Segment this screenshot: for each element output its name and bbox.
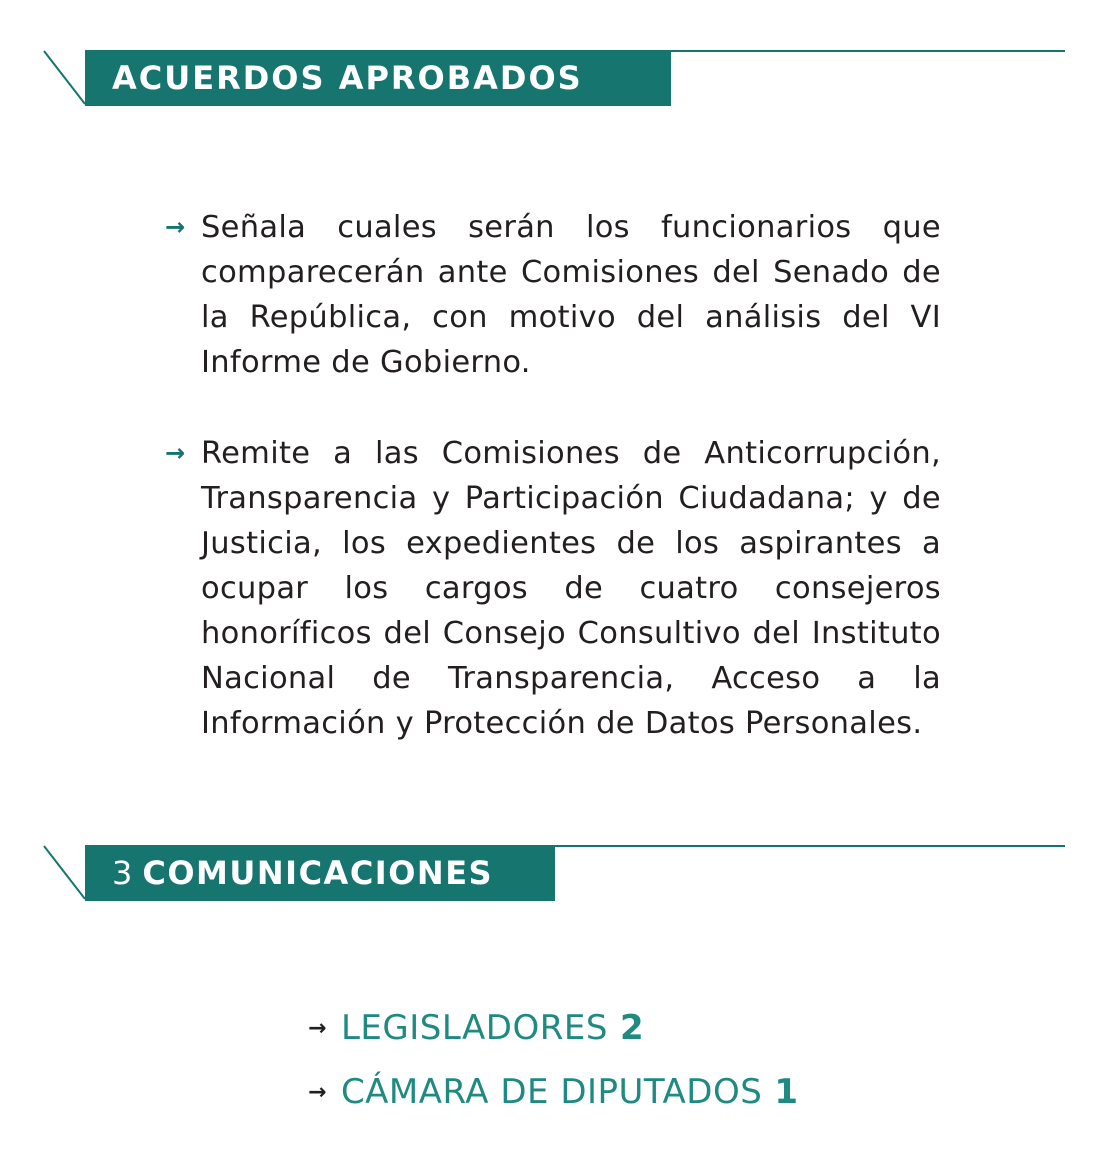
section-header-comunicaciones [0, 845, 1101, 905]
list-item-text: Remite a las Comisiones de Anticorrupción, Transparencia y Participación Ciudadana; y de Justicia, los expedientes de los aspirantes a ocupar los cargos de cuatro consejeros honoríficos del Consejo Consultivo del Instituto Nacional de Transparencia, Acceso a la Información y Protección de Datos Personales. [201, 436, 941, 741]
list-item-text: Señala cuales serán los funcionarios que comparecerán ante Comisiones del Senado de la República, con motivo del análisis del VI Informe de Gobierno. [201, 210, 941, 380]
comm-count: 1 [774, 1072, 799, 1112]
list-item [165, 205, 941, 385]
section-title [85, 845, 555, 901]
communications-list [308, 996, 799, 1124]
section-header-acuerdos [0, 50, 1101, 110]
section-count: 3 [112, 854, 133, 892]
arrow-right-icon: → [308, 1015, 327, 1041]
list-item [308, 1060, 799, 1124]
arrow-right-icon: → [308, 1079, 327, 1105]
arrow-right-icon: → [165, 213, 186, 241]
comm-label: LEGISLADORES [340, 1008, 608, 1048]
list-item [165, 431, 941, 746]
agreements-list [165, 205, 941, 746]
comm-count: 2 [619, 1008, 645, 1048]
section-title-text: ACUERDOS APROBADOS [112, 59, 583, 97]
section-title-text: COMUNICACIONES [142, 854, 494, 892]
section-title [85, 50, 671, 106]
comm-label: CÁMARA DE DIPUTADOS [340, 1072, 763, 1112]
list-item [308, 996, 799, 1060]
arrow-right-icon: → [165, 439, 186, 467]
